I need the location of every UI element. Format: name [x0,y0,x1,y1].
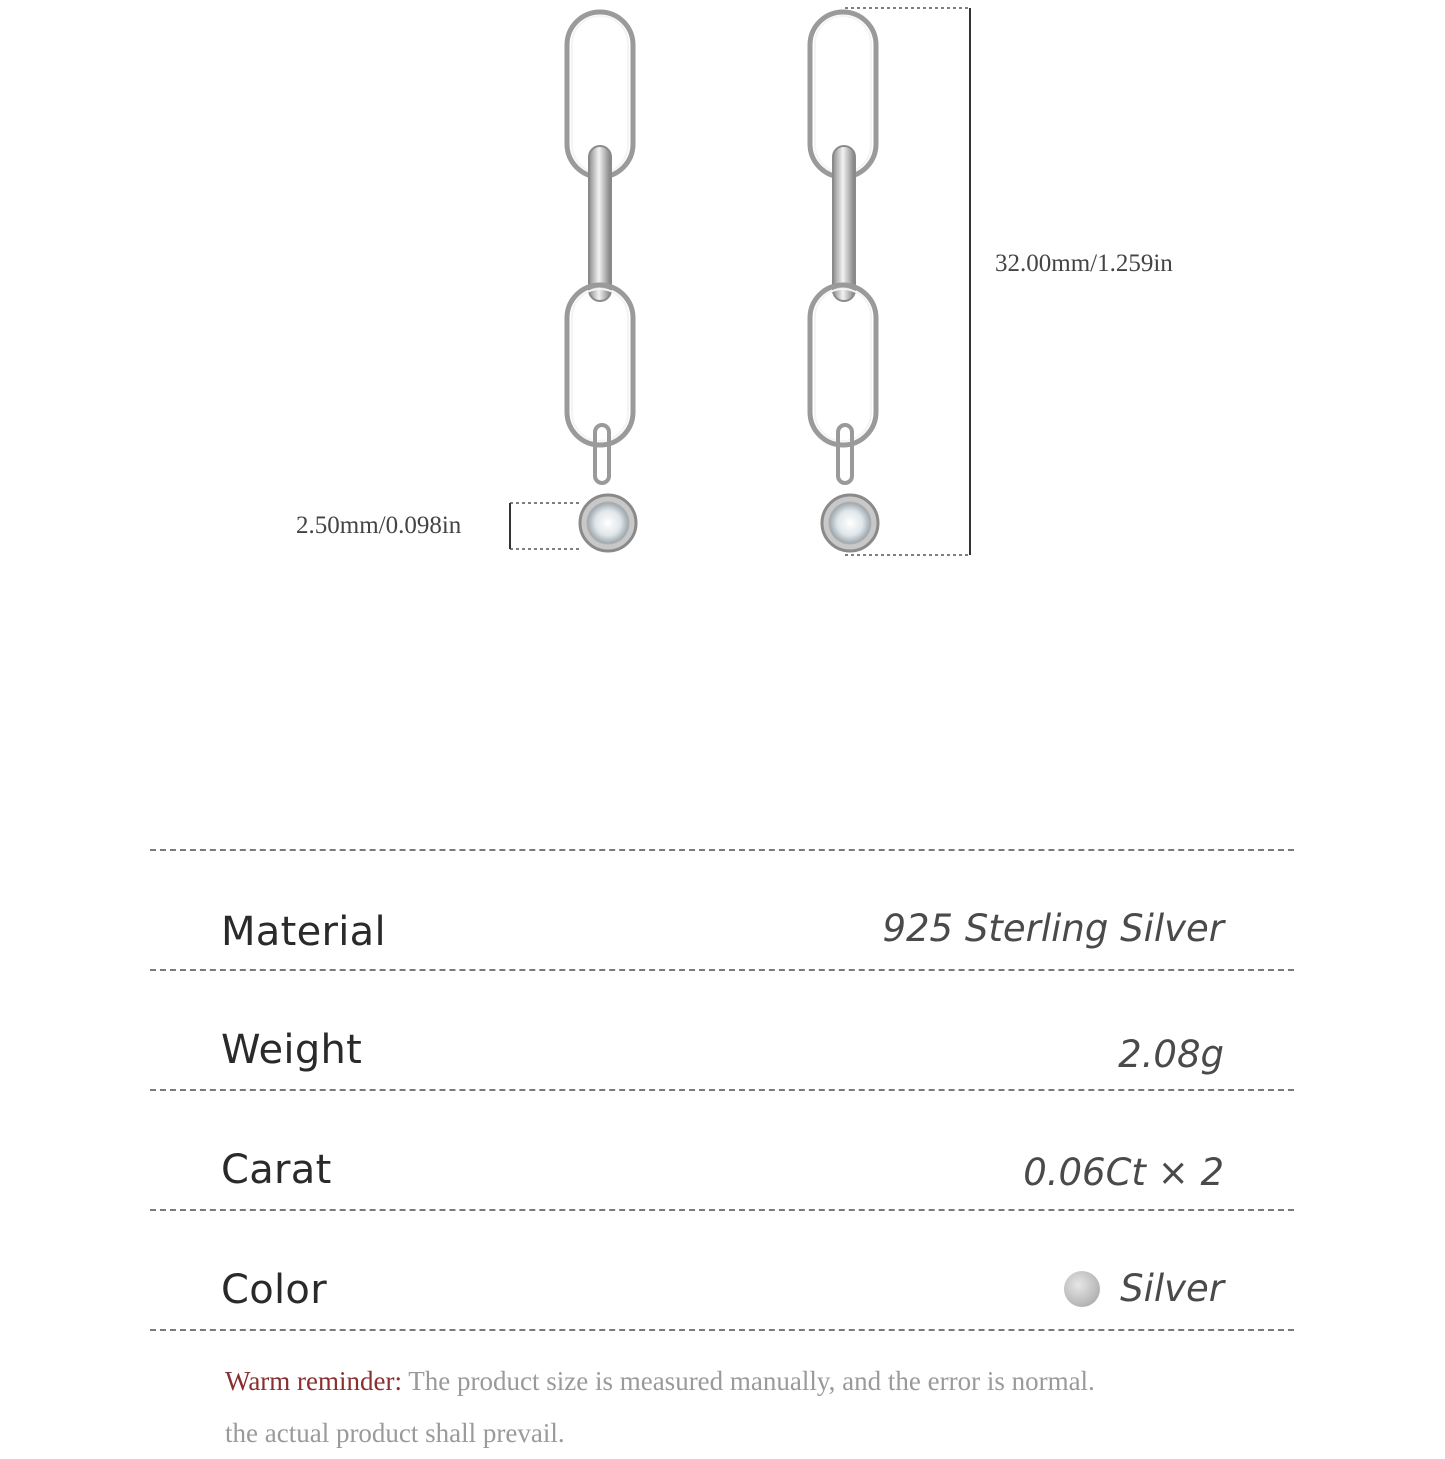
length-dimension-label: 32.00mm/1.259in [995,250,1173,277]
warm-reminder [225,1355,1225,1459]
reminder-text-1: The product size is measured manually, and the error is normal. [402,1366,1095,1396]
spec-row-carat [150,1091,1294,1211]
stone-dimension-marker [510,503,582,549]
earring-illustration [0,0,1445,600]
reminder-line-2: the actual product shall prevail. [225,1418,565,1448]
specs-table [150,849,1294,1331]
color-swatch-icon [1064,1271,1100,1307]
spec-label-weight: Weight [221,1027,363,1073]
reminder-lead: Warm reminder: [225,1366,403,1396]
spec-row-material [150,849,1294,971]
color-value-text: Silver [1120,1267,1224,1310]
spec-value-color [1064,1267,1224,1310]
spec-row-color [150,1211,1294,1331]
spec-row-weight [150,971,1294,1091]
left-earring [567,12,636,551]
stone-dimension-label: 2.50mm/0.098in [296,512,462,539]
spec-label-material: Material [221,909,386,955]
spec-label-color: Color [221,1267,327,1313]
length-dimension-marker [845,8,970,555]
spec-value-weight: 2.08g [1118,1033,1224,1076]
spec-value-material: 925 Sterling Silver [882,907,1224,950]
reminder-line-1 [225,1355,1225,1407]
spec-label-carat: Carat [221,1147,332,1193]
right-earring [810,12,878,551]
spec-value-carat: 0.06Ct × 2 [1023,1151,1224,1194]
